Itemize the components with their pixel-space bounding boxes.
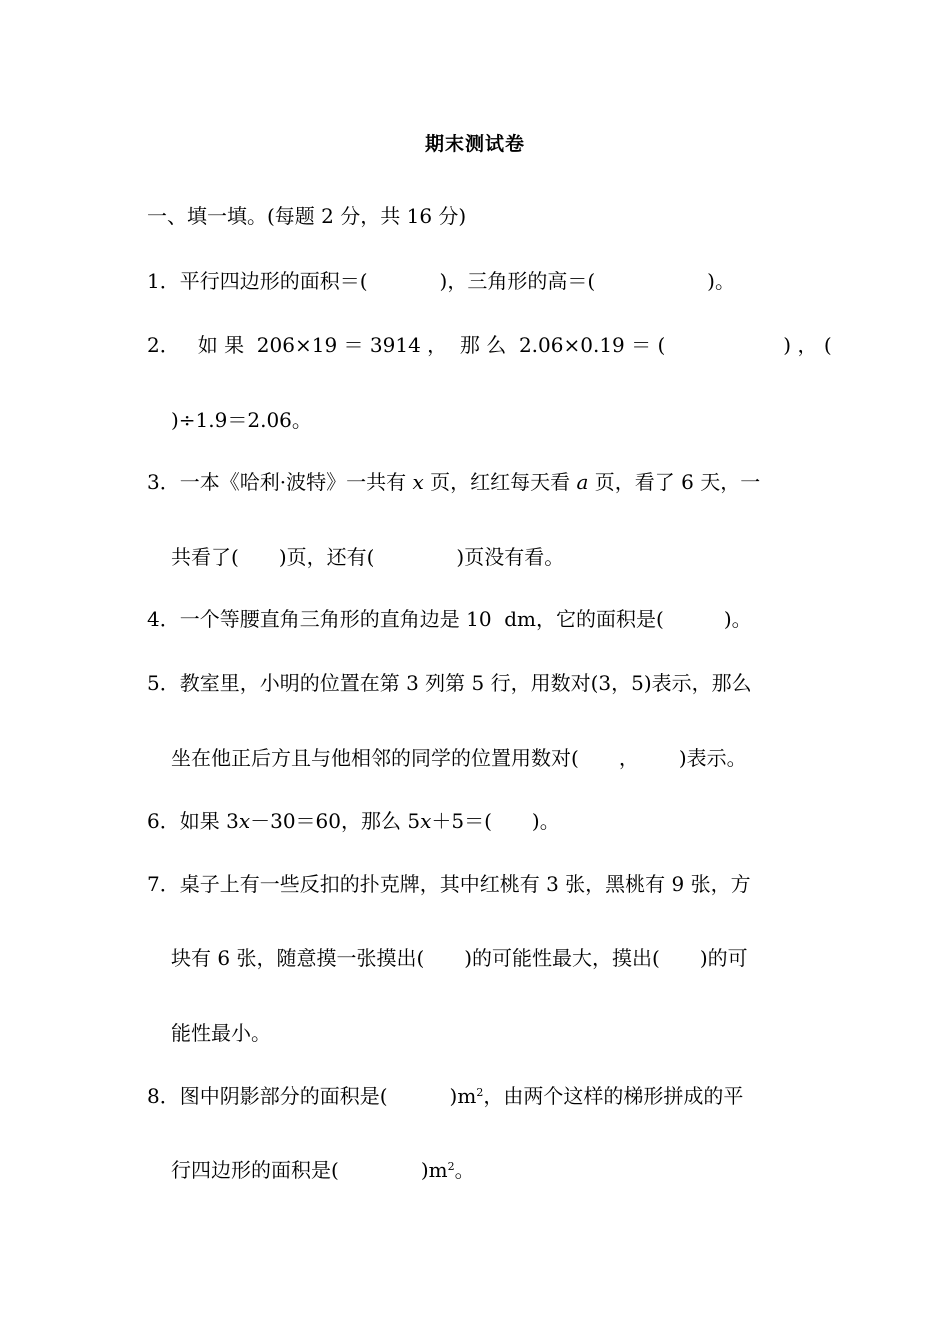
question-text: )页没有看。 [456, 545, 565, 569]
question-3 [147, 470, 760, 494]
superscript: 2 [476, 1086, 484, 1099]
question-text: 。 [454, 1158, 475, 1182]
question-8-cont [171, 1158, 475, 1182]
question-text: ) ， ( [783, 333, 832, 357]
variable-x: x [412, 470, 424, 494]
question-text: 一本《哈利·波特》一共有 [179, 470, 407, 494]
question-text: )。 [707, 269, 735, 293]
question-text: 如果 3 [179, 809, 239, 833]
variable-a: a [576, 470, 589, 494]
question-text: 行四边形的面积是( [171, 1158, 339, 1182]
question-number: 4． [147, 607, 180, 631]
question-text: 平行四边形的面积＝( [179, 269, 368, 293]
question-4 [147, 607, 752, 631]
question-text: )的可 [699, 946, 748, 970]
question-text: )页，还有( [278, 545, 375, 569]
question-5-cont [171, 746, 747, 770]
question-7 [147, 872, 751, 896]
question-text: 一个等腰直角三角形的直角边是 10 dm，它的面积是( [179, 607, 664, 631]
question-number: 8． [147, 1084, 180, 1108]
question-text: 如 果 206×19 ＝ 3914 ， 那 么 2.06×0.19 ＝ ( [197, 333, 666, 357]
page-title: 期末测试卷 [424, 133, 525, 155]
question-number: 6． [147, 809, 180, 833]
question-text: 页，红红每天看 [430, 470, 571, 494]
question-text: )。 [723, 607, 752, 631]
question-number: 2． [147, 333, 180, 357]
question-text: )÷1.9＝2.06。 [171, 408, 312, 432]
question-3-cont [171, 545, 564, 569]
question-text: )的可能性最大，摸出( [464, 946, 660, 970]
question-text: )m [420, 1158, 448, 1182]
question-text: ＋5＝( [431, 809, 492, 833]
question-number: 3． [147, 470, 180, 494]
superscript: 2 [447, 1160, 455, 1173]
question-text: )。 [531, 809, 560, 833]
question-8 [147, 1084, 743, 1108]
question-7-cont [171, 946, 748, 970]
question-text: )表示。 [678, 746, 747, 770]
question-text: 共看了( [171, 545, 239, 569]
question-text: )m [449, 1084, 477, 1108]
variable-x: x [238, 809, 251, 833]
question-text: )，三角形的高＝( [439, 269, 596, 293]
question-text: ，由两个这样的梯形拼成的平 [483, 1084, 744, 1108]
question-1 [147, 269, 735, 293]
question-2 [147, 333, 832, 357]
variable-x: x [420, 809, 432, 833]
question-number: 5． [147, 671, 180, 695]
question-text: －30＝60，那么 5 [250, 809, 421, 833]
question-text: 能性最小。 [171, 1021, 271, 1045]
question-text: 坐在他正后方且与他相邻的同学的位置用数对( [171, 746, 579, 770]
question-text: ， [618, 746, 639, 770]
question-text: 桌子上有一些反扣的扑克牌，其中红桃有 3 张，黑桃有 9 张，方 [179, 872, 751, 896]
question-text: 页，看了 6 天，一 [594, 470, 761, 494]
question-2-cont [147, 408, 312, 432]
section-heading: 一、填一填。(每题 2 分，共 16 分) [147, 204, 467, 228]
question-text: 块有 6 张，随意摸一张摸出( [171, 946, 425, 970]
question-number: 7． [147, 872, 180, 896]
question-text: 教室里，小明的位置在第 3 列第 5 行，用数对(3，5)表示，那么 [179, 671, 752, 695]
question-7-cont2 [171, 1021, 271, 1045]
question-6 [147, 809, 560, 833]
question-5 [147, 671, 752, 695]
question-number: 1． [147, 269, 180, 293]
question-text: 图中阴影部分的面积是( [179, 1084, 388, 1108]
